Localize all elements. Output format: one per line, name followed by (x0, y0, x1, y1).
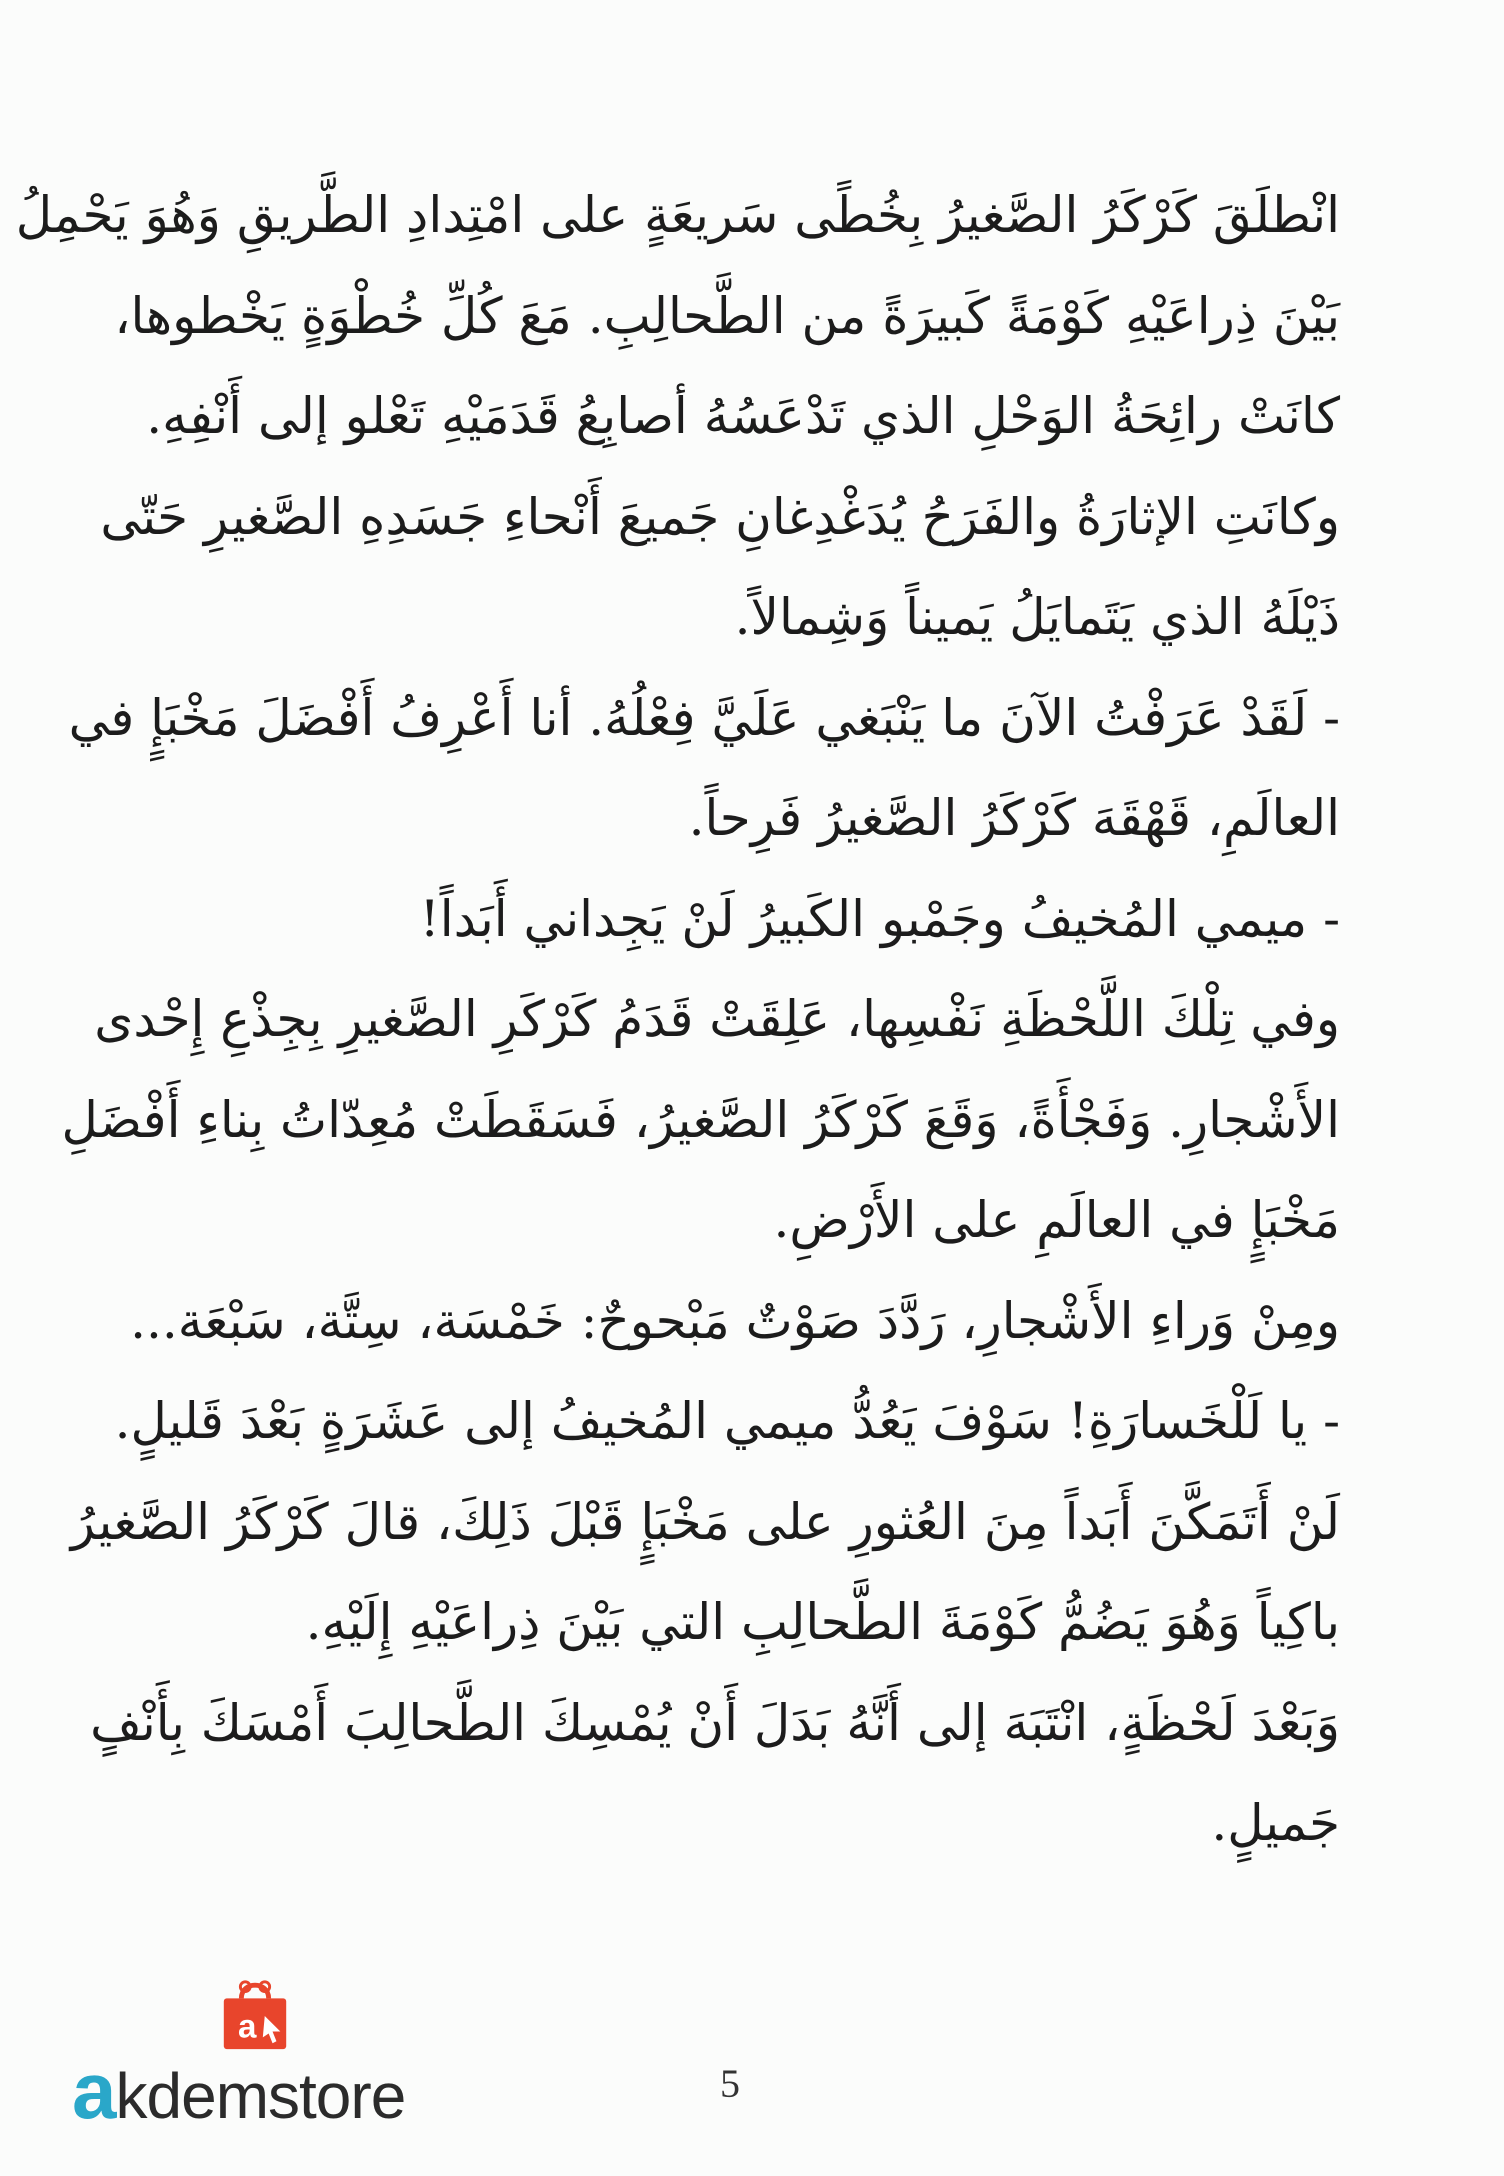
story-line: جَميلٍ. (1211, 1794, 1340, 1852)
story-line: العالَمِ، قَهْقَهَ كَرْكَرُ الصَّغيرُ فَرِحاً. (688, 789, 1340, 847)
story-line: لَنْ أَتَمَكَّنَ أَبَداً مِنَ العُثورِ على مَخْبَإٍ قَبْلَ ذَلِكَ، قالَ كَرْكَرُ الصَّغيرُ (70, 1492, 1340, 1551)
akdemstore-watermark (72, 1975, 452, 2135)
story-line: انْطلَقَ كَرْكَرُ الصَّغيرُ بِخُطًى سَريعَةٍ على امْتِدادِ الطَّريقِ وَهُوَ يَحْمِلُ (15, 186, 1340, 244)
story-line: - ميمي المُخيفُ وجَمْبو الكَبيرُ لَنْ يَجِداني أَبَداً! (419, 889, 1340, 948)
brand-name-rest: kdemstore (115, 2060, 406, 2132)
story-line: وفي تِلْكَ اللَّحْظَةِ نَفْسِها، عَلِقَتْ قَدَمُ كَرْكَرِ الصَّغيرِ بِجِذْعِ إِحْدى (94, 990, 1340, 1048)
story-line: - يا لَلْخَسارَةِ! سَوْفَ يَعُدُّ ميمي المُخيفُ إلى عَشَرَةٍ بَعْدَ قَليلٍ. (114, 1392, 1340, 1450)
story-line: كانَتْ رائِحَةُ الوَحْلِ الذي تَدْعَسُهُ أصابِعُ قَدَمَيْهِ تَعْلو إلى أَنْفِهِ. (146, 387, 1340, 445)
gift-bag-letter: a (237, 2008, 257, 2046)
gift-bag-icon (216, 1975, 294, 2053)
story-text (15, 165, 1340, 1874)
story-line: - لَقَدْ عَرَفْتُ الآنَ ما يَنْبَغي عَلَيَّ فِعْلُهُ. أنا أَعْرِفُ أَفْضَلَ مَخْبَإٍ في (68, 688, 1340, 747)
brand-wordmark (72, 2045, 405, 2137)
page-number: 5 (720, 2061, 740, 2106)
story-line: ذَيْلَهُ الذي يَتَمايَلُ يَميناً وَشِمالاً. (734, 588, 1340, 646)
story-line: مَخْبَإٍ في العالَمِ على الأَرْضِ. (773, 1191, 1340, 1249)
story-line: وكانَتِ الإثارَةُ والفَرَحُ يُدَغْدِغانِ جَميعَ أَنْحاءِ جَسَدِهِ الصَّغيرِ حَتّى (100, 487, 1340, 546)
story-line: بَيْنَ ذِراعَيْهِ كَوْمَةً كَبيرَةً من الطَّحالِبِ. مَعَ كُلِّ خُطْوَةٍ يَخْطوها، (114, 286, 1340, 345)
brand-letter-a: a (72, 2046, 116, 2135)
story-line: الأَشْجارِ. وَفَجْأَةً، وَقَعَ كَرْكَرُ الصَّغيرُ، فَسَقَطَتْ مُعِدّاتُ بِناءِ أَفْضَلِ (61, 1090, 1340, 1149)
story-line: وَبَعْدَ لَحْظَةٍ، انْتَبَهَ إلى أَنَّهُ بَدَلَ أَنْ يُمْسِكَ الطَّحالِبَ أَمْسَكَ بِأَنْفٍ (90, 1693, 1340, 1752)
story-line: ومِنْ وَراءِ الأَشْجارِ، رَدَّدَ صَوْتٌ مَبْحوحٌ: خَمْسَة، سِتَّة، سَبْعَة... (130, 1291, 1340, 1350)
story-line: باكِياً وَهُوَ يَضُمُّ كَوْمَةَ الطَّحالِبِ التي بَيْنَ ذِراعَيْهِ إِلَيْهِ. (305, 1593, 1340, 1651)
